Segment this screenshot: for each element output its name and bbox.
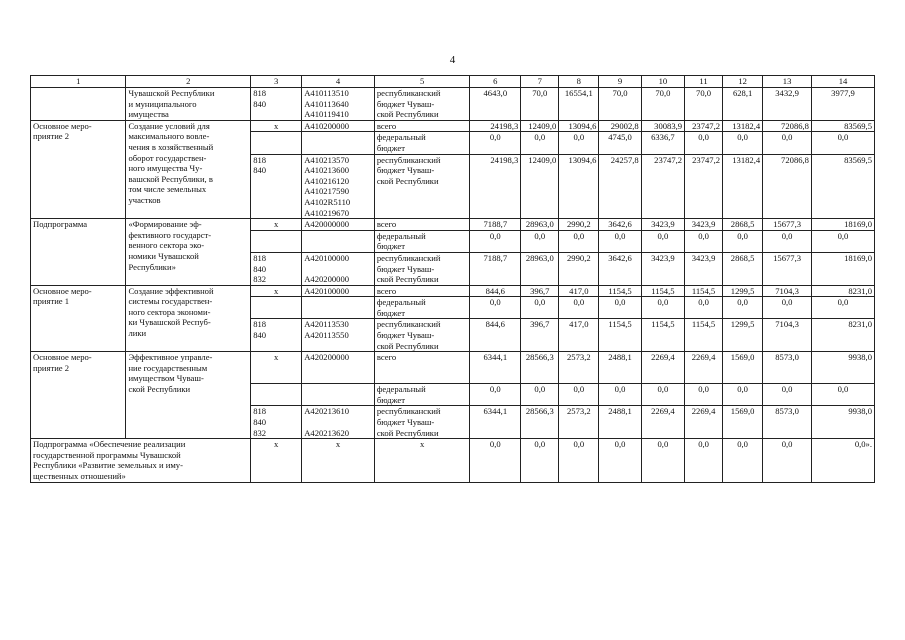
header-cell: 6 bbox=[470, 76, 521, 88]
value-cell: 0,0 bbox=[811, 230, 874, 252]
value-cell: 72086,8 bbox=[763, 154, 812, 219]
grbs-code-cell: x bbox=[251, 439, 302, 482]
value-cell: 13182,4 bbox=[723, 120, 763, 132]
value-cell: 0,0 bbox=[685, 439, 723, 482]
source-cell: республиканский бюджет Чуваш- ской Республики bbox=[374, 88, 469, 121]
value-cell: 6344,1 bbox=[470, 352, 521, 384]
value-cell: 0,0 bbox=[763, 384, 812, 406]
value-cell: 8573,0 bbox=[763, 406, 812, 439]
value-cell: 3423,9 bbox=[685, 252, 723, 285]
value-cell: 6336,7 bbox=[641, 132, 684, 154]
header-cell: 11 bbox=[685, 76, 723, 88]
value-cell: 1154,5 bbox=[685, 319, 723, 352]
value-cell: 0,0 bbox=[559, 439, 599, 482]
grbs-code-cell: 818 840 bbox=[251, 88, 302, 121]
value-cell: 30083,9 bbox=[641, 120, 684, 132]
value-cell: 1299,5 bbox=[723, 285, 763, 297]
value-cell: 12409,0 bbox=[521, 154, 559, 219]
value-cell: 1569,0 bbox=[723, 406, 763, 439]
target-code-cell: А410200000 bbox=[302, 120, 375, 132]
header-cell: 13 bbox=[763, 76, 812, 88]
header-cell: 2 bbox=[126, 76, 251, 88]
value-cell: 8231,0 bbox=[811, 285, 874, 297]
value-cell: 0,0 bbox=[599, 230, 641, 252]
value-cell: 396,7 bbox=[521, 319, 559, 352]
header-cell: 12 bbox=[723, 76, 763, 88]
value-cell: 3423,9 bbox=[641, 252, 684, 285]
value-cell: 0,0 bbox=[521, 297, 559, 319]
value-cell: 417,0 bbox=[559, 319, 599, 352]
value-cell: 13094,6 bbox=[559, 154, 599, 219]
value-cell: 0,0 bbox=[599, 297, 641, 319]
target-code-cell: x bbox=[302, 439, 375, 482]
description-cell: «Формирование эф- фективного государст- венного сектора эко- номики Чувашской Республики» bbox=[126, 219, 251, 286]
value-cell: 3642,6 bbox=[599, 252, 641, 285]
table-row bbox=[31, 120, 875, 132]
value-cell: 1154,5 bbox=[599, 285, 641, 297]
value-cell: 23747,2 bbox=[641, 154, 684, 219]
description-cell: Эффективное управле- ние государственным имуществом Чуваш- ской Республики bbox=[126, 352, 251, 439]
value-cell: 23747,2 bbox=[685, 154, 723, 219]
value-cell: 0,0 bbox=[723, 132, 763, 154]
value-cell: 0,0 bbox=[811, 297, 874, 319]
grbs-code-cell: 818 840 832 bbox=[251, 252, 302, 285]
header-cell: 14 bbox=[811, 76, 874, 88]
value-cell: 1154,5 bbox=[685, 285, 723, 297]
value-cell: 2269,4 bbox=[641, 352, 684, 384]
header-cell: 7 bbox=[521, 76, 559, 88]
value-cell: 2868,5 bbox=[723, 252, 763, 285]
value-cell: 70,0 bbox=[641, 88, 684, 121]
value-cell: 70,0 bbox=[521, 88, 559, 121]
value-cell: 70,0 bbox=[685, 88, 723, 121]
value-cell: 0,0 bbox=[599, 439, 641, 482]
value-cell: 13094,6 bbox=[559, 120, 599, 132]
table-row bbox=[31, 88, 875, 121]
target-code-cell: А410113510 А410113640 А410119410 bbox=[302, 88, 375, 121]
value-cell: 0,0 bbox=[723, 384, 763, 406]
value-cell: 1569,0 bbox=[723, 352, 763, 384]
value-cell: 2269,4 bbox=[685, 352, 723, 384]
source-cell: всего bbox=[374, 285, 469, 297]
source-cell: республиканский бюджет Чуваш- ской Республики bbox=[374, 252, 469, 285]
target-code-cell: А420113530 А420113550 bbox=[302, 319, 375, 352]
header-cell: 3 bbox=[251, 76, 302, 88]
header-row bbox=[31, 76, 875, 88]
value-cell: 24257,8 bbox=[599, 154, 641, 219]
header-cell: 10 bbox=[641, 76, 684, 88]
value-cell: 9938,0 bbox=[811, 352, 874, 384]
target-code-cell: А420100000 А420200000 bbox=[302, 252, 375, 285]
value-cell: 0,0 bbox=[641, 439, 684, 482]
value-cell: 1299,5 bbox=[723, 319, 763, 352]
program-cell: Подпрограмма bbox=[31, 219, 126, 286]
value-cell: 3642,6 bbox=[599, 219, 641, 231]
budget-table bbox=[30, 75, 875, 483]
value-cell: 0,0 bbox=[685, 132, 723, 154]
value-cell: 0,0 bbox=[470, 230, 521, 252]
value-cell: 28566,3 bbox=[521, 352, 559, 384]
value-cell: 15677,3 bbox=[763, 252, 812, 285]
value-cell: 417,0 bbox=[559, 285, 599, 297]
value-cell: 844,6 bbox=[470, 285, 521, 297]
grbs-code-cell: x bbox=[251, 285, 302, 297]
value-cell: 12409,0 bbox=[521, 120, 559, 132]
value-cell: 7188,7 bbox=[470, 252, 521, 285]
value-cell: 0,0 bbox=[521, 384, 559, 406]
value-cell: 4643,0 bbox=[470, 88, 521, 121]
header-cell: 9 bbox=[599, 76, 641, 88]
table-row bbox=[31, 352, 875, 384]
value-cell: 28566,3 bbox=[521, 406, 559, 439]
value-cell: 1154,5 bbox=[641, 319, 684, 352]
header-cell: 5 bbox=[374, 76, 469, 88]
table-row bbox=[31, 285, 875, 297]
description-cell: Создание условий для максимального вовле- чения в хозяйственный оборот государствен- ного имущества Чу- вашской Республики, в том числе земельных участков bbox=[126, 120, 251, 218]
value-cell: 18169,0 bbox=[811, 252, 874, 285]
value-cell: 8231,0 bbox=[811, 319, 874, 352]
grbs-code-cell: 818 840 832 bbox=[251, 406, 302, 439]
target-code-cell bbox=[302, 384, 375, 406]
value-cell: 0,0 bbox=[521, 230, 559, 252]
value-cell: 0,0 bbox=[723, 439, 763, 482]
value-cell: 844,6 bbox=[470, 319, 521, 352]
value-cell: 2990,2 bbox=[559, 219, 599, 231]
value-cell: 1154,5 bbox=[599, 319, 641, 352]
value-cell: 0,0 bbox=[559, 297, 599, 319]
value-cell: 29002,8 bbox=[599, 120, 641, 132]
grbs-code-cell: 818 840 bbox=[251, 154, 302, 219]
value-cell: 0,0 bbox=[723, 297, 763, 319]
value-cell: 2269,4 bbox=[641, 406, 684, 439]
value-cell: 7188,7 bbox=[470, 219, 521, 231]
value-cell: 3423,9 bbox=[641, 219, 684, 231]
target-code-cell: А420200000 bbox=[302, 352, 375, 384]
program-cell: Основное меро- приятие 2 bbox=[31, 352, 126, 439]
program-cell: Основное меро- приятие 1 bbox=[31, 285, 126, 352]
value-cell: 2269,4 bbox=[685, 406, 723, 439]
value-cell: 8573,0 bbox=[763, 352, 812, 384]
value-cell: 0,0 bbox=[559, 230, 599, 252]
value-cell: 0,0 bbox=[811, 132, 874, 154]
value-cell: 0,0 bbox=[763, 297, 812, 319]
value-cell: 4745,0 bbox=[599, 132, 641, 154]
value-cell: 15677,3 bbox=[763, 219, 812, 231]
value-cell: 70,0 bbox=[599, 88, 641, 121]
header-cell: 4 bbox=[302, 76, 375, 88]
value-cell: 0,0 bbox=[685, 297, 723, 319]
value-cell: 28963,0 bbox=[521, 219, 559, 231]
value-cell: 628,1 bbox=[723, 88, 763, 121]
source-cell: республиканский бюджет Чуваш- ской Республики bbox=[374, 406, 469, 439]
source-cell: всего bbox=[374, 120, 469, 132]
value-cell: 0,0 bbox=[559, 132, 599, 154]
value-cell: 83569,5 bbox=[811, 154, 874, 219]
value-cell: 0,0 bbox=[470, 297, 521, 319]
source-cell: федеральный бюджет bbox=[374, 230, 469, 252]
target-code-cell bbox=[302, 230, 375, 252]
source-cell: республиканский бюджет Чуваш- ской Республики bbox=[374, 154, 469, 219]
value-cell: 3432,9 bbox=[763, 88, 812, 121]
value-cell: 24198,3 bbox=[470, 120, 521, 132]
value-cell: 7104,3 bbox=[763, 285, 812, 297]
target-code-cell: А420100000 bbox=[302, 285, 375, 297]
value-cell: 0,0». bbox=[811, 439, 874, 482]
value-cell: 0,0 bbox=[641, 230, 684, 252]
value-cell: 0,0 bbox=[521, 439, 559, 482]
value-cell: 0,0 bbox=[470, 439, 521, 482]
source-cell: федеральный бюджет bbox=[374, 132, 469, 154]
grbs-code-cell bbox=[251, 297, 302, 319]
value-cell: 3423,9 bbox=[685, 219, 723, 231]
program-cell: Основное меро- приятие 2 bbox=[31, 120, 126, 218]
source-cell: федеральный бюджет bbox=[374, 384, 469, 406]
source-cell: республиканский бюджет Чуваш- ской Республики bbox=[374, 319, 469, 352]
value-cell: 23747,2 bbox=[685, 120, 723, 132]
value-cell: 0,0 bbox=[521, 132, 559, 154]
value-cell: 7104,3 bbox=[763, 319, 812, 352]
value-cell: 18169,0 bbox=[811, 219, 874, 231]
value-cell: 2488,1 bbox=[599, 352, 641, 384]
value-cell: 0,0 bbox=[763, 230, 812, 252]
grbs-code-cell: x bbox=[251, 120, 302, 132]
value-cell: 24198,3 bbox=[470, 154, 521, 219]
value-cell: 0,0 bbox=[763, 132, 812, 154]
source-cell: федеральный бюджет bbox=[374, 297, 469, 319]
value-cell: 0,0 bbox=[559, 384, 599, 406]
value-cell: 0,0 bbox=[763, 439, 812, 482]
value-cell: 6344,1 bbox=[470, 406, 521, 439]
value-cell: 0,0 bbox=[470, 132, 521, 154]
grbs-code-cell: x bbox=[251, 352, 302, 384]
grbs-code-cell bbox=[251, 132, 302, 154]
table-row bbox=[31, 219, 875, 231]
source-cell: всего bbox=[374, 219, 469, 231]
value-cell: 396,7 bbox=[521, 285, 559, 297]
value-cell: 83569,5 bbox=[811, 120, 874, 132]
value-cell: 0,0 bbox=[599, 384, 641, 406]
grbs-code-cell bbox=[251, 384, 302, 406]
value-cell: 0,0 bbox=[685, 384, 723, 406]
value-cell: 2868,5 bbox=[723, 219, 763, 231]
grbs-code-cell: 818 840 bbox=[251, 319, 302, 352]
target-code-cell bbox=[302, 297, 375, 319]
value-cell: 72086,8 bbox=[763, 120, 812, 132]
value-cell: 0,0 bbox=[641, 297, 684, 319]
value-cell: 3977,9 bbox=[811, 88, 874, 121]
target-code-cell: А410213570 А410213600 А410216120 А410217590 А4102R5110 А410219670 bbox=[302, 154, 375, 219]
value-cell: 2990,2 bbox=[559, 252, 599, 285]
value-cell: 2573,2 bbox=[559, 406, 599, 439]
value-cell: 1154,5 bbox=[641, 285, 684, 297]
description-cell: Чувашской Республики и муниципального имущества bbox=[126, 88, 251, 121]
value-cell: 0,0 bbox=[811, 384, 874, 406]
header-cell: 1 bbox=[31, 76, 126, 88]
value-cell: 28963,0 bbox=[521, 252, 559, 285]
target-code-cell: А420213610 А420213620 bbox=[302, 406, 375, 439]
page-number: 4 bbox=[449, 54, 456, 66]
table-row bbox=[31, 439, 875, 482]
value-cell: 0,0 bbox=[470, 384, 521, 406]
value-cell: 2573,2 bbox=[559, 352, 599, 384]
source-cell: x bbox=[374, 439, 469, 482]
description-cell: Создание эффективной системы государствен- ного сектора экономи- ки Чувашской Респуб- лики bbox=[126, 285, 251, 352]
value-cell: 2488,1 bbox=[599, 406, 641, 439]
program-cell bbox=[31, 88, 126, 121]
value-cell: 0,0 bbox=[685, 230, 723, 252]
target-code-cell bbox=[302, 132, 375, 154]
grbs-code-cell: x bbox=[251, 219, 302, 231]
grbs-code-cell bbox=[251, 230, 302, 252]
header-cell: 8 bbox=[559, 76, 599, 88]
source-cell: всего bbox=[374, 352, 469, 384]
value-cell: 0,0 bbox=[723, 230, 763, 252]
value-cell: 0,0 bbox=[641, 384, 684, 406]
value-cell: 9938,0 bbox=[811, 406, 874, 439]
target-code-cell: А420000000 bbox=[302, 219, 375, 231]
value-cell: 16554,1 bbox=[559, 88, 599, 121]
program-cell: Подпрограмма «Обеспечение реализации государственной программы Чувашской Республики «Развитие земельных и иму- щественных отношений» bbox=[31, 439, 251, 482]
value-cell: 13182,4 bbox=[723, 154, 763, 219]
